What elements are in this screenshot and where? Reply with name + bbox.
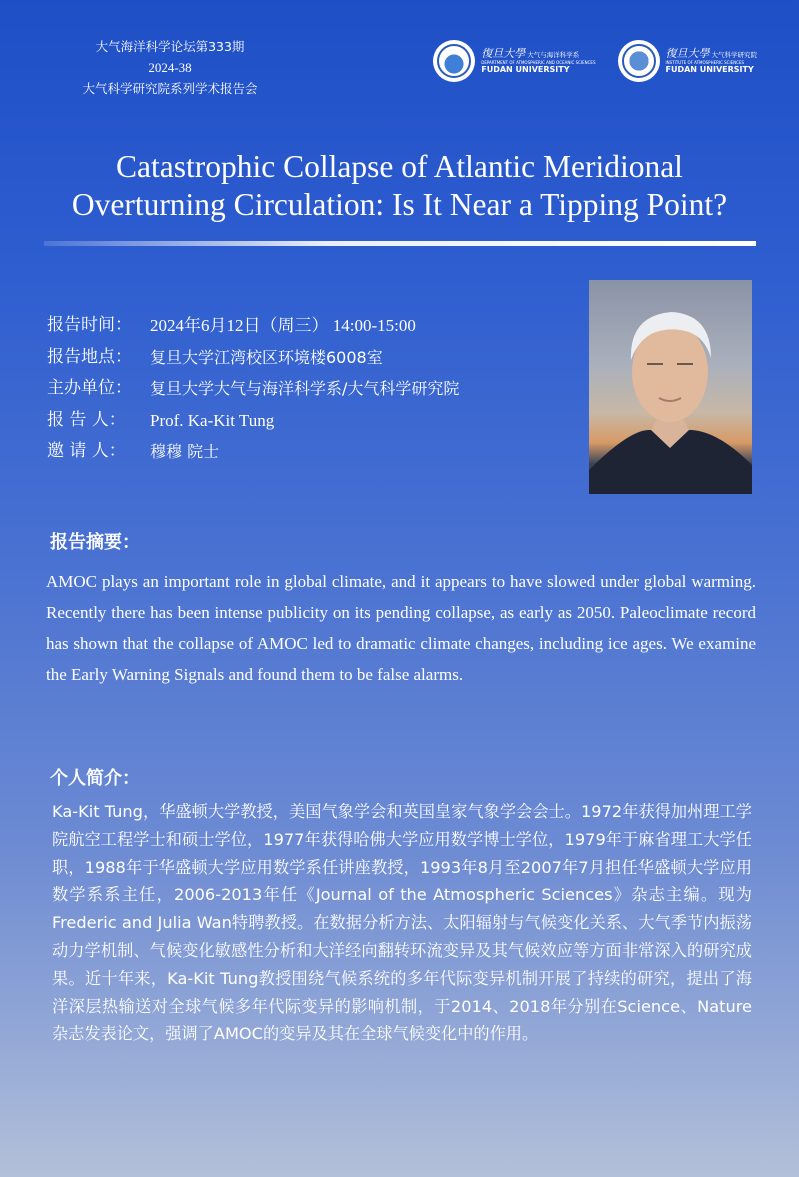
inviter-label: 邀 请 人： [47, 441, 126, 461]
info-place [47, 342, 459, 374]
info-inviter [47, 436, 459, 468]
info-block [47, 310, 459, 468]
title-divider [44, 241, 756, 246]
host-label: 主办单位： [47, 378, 132, 398]
abstract-text: AMOC plays an important role in global climate, and it appears to have slowed under global warming. Recently there has been intense publicity on its pending collapse, as early as 2050. Paleoclimate record has shown that the collapse of AMOC led to dramatic climate changes, including ice ages. We examine the Early Warning Signals and found them to be false alarms. [46, 572, 756, 684]
inviter-value: 穆穆 院士 [150, 442, 220, 461]
bio-heading: 个人简介： [50, 768, 140, 789]
logo-aos-cn: 復旦大學 [481, 46, 526, 60]
abstract-heading: 报告摘要： [50, 532, 140, 553]
report-number: 2024-38 [148, 60, 192, 75]
title-line-2: Overturning Circulation: Is It Near a Tipping Point? [71, 187, 728, 222]
logos [433, 40, 757, 82]
report-series: 大气科学研究院系列学术报告会 [82, 81, 258, 96]
speaker-photo [589, 280, 752, 494]
logo-aos-cn-small: 大气与海洋科学系 [527, 50, 580, 59]
place-label: 报告地点： [47, 346, 132, 367]
speaker-portrait-icon [589, 280, 752, 494]
forum-issue: 大气海洋科学论坛第333期 [95, 39, 245, 54]
speaker-value: Prof. Ka-Kit Tung [150, 410, 275, 430]
logo-ias-sub: INSTITUTE OF ATMOSPHERIC SCIENCES [665, 60, 745, 66]
place-value: 复旦大学江湾校区环境楼6008室 [150, 347, 383, 367]
speaker-label: 报 告 人： [47, 409, 126, 430]
info-host [47, 373, 459, 405]
logo-ias-en: FUDAN UNIVERSITY [665, 64, 754, 74]
fudan-ias-seal-icon [618, 40, 660, 82]
logo-aos [433, 40, 595, 82]
time-label: 报告时间： [47, 315, 132, 335]
logo-aos-en: FUDAN UNIVERSITY [481, 64, 570, 74]
host-value: 复旦大学大气与海洋科学系/大气科学研究院 [150, 379, 460, 398]
info-speaker [47, 405, 459, 437]
logo-ias-cn: 復旦大學 [665, 46, 710, 60]
page-title [20, 148, 779, 224]
header-block [40, 36, 300, 99]
logo-aos-sub: DEPARTMENT OF ATMOSPHERIC AND OCEANIC SCIENCES [481, 60, 596, 66]
bio-text: Ka-Kit Tung，华盛顿大学教授，美国气象学会和英国皇家气象学会会士。1972年获得加州理工学院航空工程学士和硕士学位，1977年获得哈佛大学应用数学博士学位，1979年于麻省理工大学任职，1988年于华盛顿大学应用数学系任讲座教授，1993年8月至2007年7月担任华盛顿大学应用数学系系主任，2006-2013年任《Journal of the Atmospheric Sciences》杂志主编。现为Frederic and Julia Wan特聘教授。在数据分析方法、太阳辐射与气候变化关系、大气季节内振荡动力学机制、气候变化敏感性分析和大洋经向翻转环流变异及其气候效应等方面非常深入的研究成果。近十年来，Ka-Kit Tung教授围绕气候系统的多年代际变异机制开展了持续的研究，提出了海洋深层热输送对全球气候多年代际变异的影响机制，于2014、2018年分别在Science、Nature杂志发表论文，强调了AMOC的变异及其在全球气候变化中的作用。 [52, 802, 752, 1044]
title-line-1: Catastrophic Collapse of Atlantic Meridional [116, 149, 683, 184]
info-time [47, 310, 459, 342]
logo-ias [618, 40, 758, 82]
time-value: 2024年6月12日（周三） 14:00-15:00 [150, 316, 416, 335]
fudan-aos-seal-icon [433, 40, 475, 82]
logo-ias-cn-small: 大气科学研究院 [711, 50, 757, 59]
